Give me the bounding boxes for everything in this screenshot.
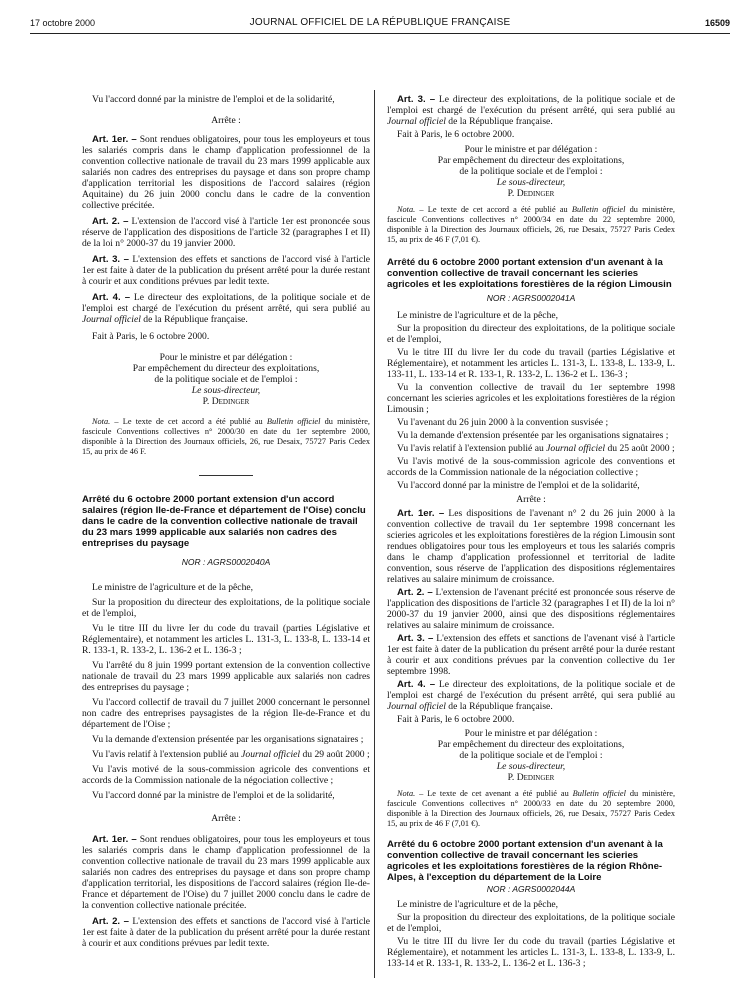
article-label: Art. 2. –	[92, 916, 129, 927]
article-label: Art. 2. –	[397, 587, 433, 598]
article-label: Art. 2. –	[92, 216, 129, 227]
article-1: Art. 1er. – Sont rendues obligatoires, pour tous les employeurs et tous les salariés compris dans le champ d'application professionnel de la convention collective nationale de travail du 23 mars 1999 applicable aux salariés non cadres des entreprises du paysage et dans son propre champ d'application territorial, les dispositions de l'accord salaires (région Ile-de-France et département de l'Oise) du 7 juillet 2000 conclu dans le cadre de la convention collective nationale précitée.	[82, 834, 370, 911]
signatory-name: P. Dedinger	[507, 188, 555, 199]
nota: Nota. – Le texte de cet accord a été publié au Bulletin officiel du ministère, fascicule Conventions collectives n° 2000/30 en date du 1er septembre 2000, disponible à la Direction des Journaux officiels, 26, rue Desaix, 75727 Paris Cedex 15, au prix de 46 F.	[82, 417, 371, 456]
column-separator	[374, 90, 375, 978]
nor-reference: NOR : AGRS0002040A	[181, 557, 271, 567]
nota: Nota. – Le texte de cet avenant a été publié au Bulletin officiel du ministère, fascicule Conventions collectives n° 2000/33 en date du 20 septembre 2000, disponible à la Direction des Journaux officiels, 26, rue Desaix, 75727 Paris Cedex 15, au prix de 46 F (7,01 €).	[387, 789, 676, 828]
decree-title: Arrêté du 6 octobre 2000 portant extension d'un avenant à la convention collective de travail concernant les scieries agricoles et les exploitations forestières de la région Rhône-Alpes, à l'exception du département de la Loire	[387, 839, 663, 883]
fait-a-paris: Fait à Paris, le 6 octobre 2000.	[397, 129, 515, 140]
signature-block: Pour le ministre et par délégation : Par empêchement du directeur des exploitations, de la politique sociale et de l'emploi : Le sous-directeur, P. Dedinger	[387, 144, 675, 199]
article-label: Art. 3. –	[397, 94, 436, 105]
nota: Nota. – Le texte de cet accord a été publié au Bulletin officiel du ministère, fascicule Conventions collectives n° 2000/34 en date du 22 septembre 2000, disponible à la Direction des Journaux officiels, 26, rue Desaix, 75727 Paris Cedex 15, au prix de 46 F (7,01 €).	[387, 205, 676, 244]
arrete-heading: Arrête :	[516, 494, 546, 505]
arrete-heading: Arrête :	[211, 813, 241, 824]
right-column: Art. 3. – Le directeur des exploitations, de la politique sociale et de l'emploi est chargé de l'exécution du présent arrêté, qui sera publié au Journal officiel de la République française. Fait à Paris, le 6 octobre 2000. Pour le ministre et par délégation : Par empêchement du directeur des exploitations, de la politique sociale et de l'emploi : Le sous-directeur, P. Dedinger Nota. – Le texte de cet accord a été publié au Bulletin officiel du ministère, fascicule Conventions collectives n° 2000/34 en date du 22 septembre 2000, disponible à la Direction des Journaux officiels, 26, rue Desaix, 75727 Paris Cedex 15, au prix de 46 F (7,01 €). Arrêté du 6 octobre 2000 portant extension d'un avenant à la convention collective de travail concernant les scieries agricoles et les exploitations forestières de la région Limousin NOR : AGRS0002041A Le ministre de l'agriculture et de la pêche, Sur la proposition du directeur des exploitations, de la politique sociale et de l'emploi, Vu le titre III du livre Ier du code du travail (parties Législative et Réglementaire), et notamment les articles L. 131-3, L. 133-8, L. 133-9, L. 133-11, L. 133-14 et R. 133-1, R. 133-2, L. 136-2 et L. 136-3 ; Vu la convention collective de travail du 1er septembre 1998 concernant les scieries agricoles et les exploitations forestières de la région Limousin ; Vu l'avenant du 26 juin 2000 à la convention susvisée ; Vu la demande d'extension présentée par les organisations signataires ; Vu l'avis relatif à l'extension publié au Journal officiel du 25 août 2000 ; Vu l'avis motivé de la sous-commission agricole des conventions et accords de la Commission nationale de la négociation collective ; Vu l'accord donné par la ministre de l'emploi et de la solidarité, Arrête : Art. 1er. – Les dispositions de l'avenant n° 2 du 26 juin 2000 à la convention collective de travail du 1er septembre 1998 concernant les scieries agricoles et les exploitations forestières de la région Limousin sont rendues obligatoires pour tous les employeurs et tous les salariés compris dans le champ d'application professionnel et territorial de ladite convention, sous réserve de l'application des dispositions réglementaires relatives au salaire minimum de croissance. Art. 2. – L'extension de l'avenant précité est prononcée sous réserve de l'application des dispositions de l'article 32 (paragraphes I et II) de la loi n° 2000-37 du 19 janvier 2000, ainsi que des dispositions réglementaires relatives au salaire minimum de croissance. Art. 3. – L'extension des effets et sanctions de l'avenant visé à l'article 1er est faite à dater de la publication du présent arrêté pour la durée restant à courir et aux conditions prévues par la convention collective du 1er septembre 1998. Art. 4. – Le directeur des exploitations, de la politique sociale et de l'emploi est chargé de l'exécution du présent arrêté, qui sera publié au Journal officiel de la République française. Fait à Paris, le 6 octobre 2000. Pour le ministre et par délégation : Par empêchement du directeur des exploitations, de la politique sociale et de l'emploi : Le sous-directeur, P. Dedinger Nota. – Le texte de cet avenant a été publié au Bulletin officiel du ministère, fascicule Conventions collectives n° 2000/33 en date du 20 septembre 2000, disponible à la Direction des Journaux officiels, 26, rue Desaix, 75727 Paris Cedex 15, au prix de 46 F (7,01 €). Arrêté du 6 octobre 2000 portant extension d'un avenant à la convention collective de travail concernant les scieries agricoles et les exploitations forestières de la région Rhône-Alpes, à l'exception du département de la Loire NOR : AGRS0002044A Le ministre de l'agriculture et de la pêche, Sur la proposition du directeur des exploitations, de la politique sociale et de l'emploi, Vu le titre III du livre Ier du code du travail (parties Législative et Réglementaire), et notamment les articles L. 131-3, L. 133-8, L. 133-9, L. 133-14 et R. 133-1, R. 133-2, L. 136-2 et L. 136-3 ;	[387, 94, 676, 969]
article-label: Art. 3. –	[397, 633, 434, 644]
article-2: Art. 2. – L'extension de l'avenant précité est prononcée sous réserve de l'application des dispositions de l'article 32 (paragraphes I et II) de la loi n° 2000-37 du 19 janvier 2000, ainsi que des dispositions réglementaires relatives au salaire minimum de croissance.	[387, 587, 675, 631]
article-3: Art. 3. – Le directeur des exploitations, de la politique sociale et de l'emploi est chargé de l'exécution du présent arrêté, qui sera publié au Journal officiel de la République française.	[387, 94, 675, 127]
article-label: Art. 3. –	[92, 254, 129, 265]
article-3: Art. 3. – L'extension des effets et sanctions de l'accord visé à l'article 1er est faite à dater de la publication du présent arrêté pour la durée restant à courir et aux conditions prévues par ledit texte.	[82, 254, 370, 287]
fait-a-paris: Fait à Paris, le 6 octobre 2000.	[397, 714, 515, 725]
arrete-heading: Arrête :	[211, 115, 241, 126]
journal-title: JOURNAL OFFICIEL DE LA RÉPUBLIQUE FRANÇAISE	[249, 17, 511, 28]
nor-reference: NOR : AGRS0002041A	[486, 293, 576, 303]
article-1: Art. 1er. – Sont rendues obligatoires, pour tous les employeurs et tous les salariés compris dans le champ d'application professionnel de la convention collective nationale de travail du 23 mars 1999 applicable aux salariés non cadres des entreprises du paysage et dans son propre champ d'application territorial les dispositions de l'accord salaires (région Aquitaine) du 26 juin 2000 conclu dans le cadre de la convention collective précitée.	[82, 134, 370, 211]
page-header	[30, 16, 730, 30]
paragraph: Vu l'accord donné par la ministre de l'emploi et de la solidarité,	[92, 94, 335, 105]
signature-block: Pour le ministre et par délégation : Par empêchement du directeur des exploitations, de la politique sociale et de l'emploi : Le sous-directeur, P. Dedinger	[82, 352, 370, 407]
page-number: 16509	[704, 18, 730, 28]
signature-block: Pour le ministre et par délégation : Par empêchement du directeur des exploitations, de la politique sociale et de l'emploi : Le sous-directeur, P. Dedinger	[387, 728, 675, 783]
article-label: Art. 4. –	[92, 292, 131, 303]
article-2: Art. 2. – L'extension de l'accord visé à l'article 1er est prononcée sous réserve de l'application des dispositions de l'article 32 (paragraphes I et II) de la loi n° 2000-37 du 19 janvier 2000.	[82, 216, 370, 249]
signatory-name: P. Dedinger	[507, 772, 555, 783]
left-column: Vu l'accord donné par la ministre de l'emploi et de la solidarité, Arrête : Art. 1er. – Sont rendues obligatoires, pour tous les employeurs et tous les salariés compris dans le champ d'application professionnel de la convention collective nationale de travail du 23 mars 1999 applicable aux salariés non cadres des entreprises du paysage et dans son propre champ d'application territorial les dispositions de l'accord salaires (région Aquitaine) du 26 juin 2000 conclu dans le cadre de la convention collective précitée. Art. 2. – L'extension de l'accord visé à l'article 1er est prononcée sous réserve de l'application des dispositions de l'article 32 (paragraphes I et II) de la loi n° 2000-37 du 19 janvier 2000. Art. 3. – L'extension des effets et sanctions de l'accord visé à l'article 1er est faite à dater de la publication du présent arrêté pour la durée restant à courir et aux conditions prévues par ledit texte. Art. 4. – Le directeur des exploitations, de la politique sociale et de l'emploi est chargé de l'exécution du présent arrêté, qui sera publié au Journal officiel de la République française. Fait à Paris, le 6 octobre 2000. Pour le ministre et par délégation : Par empêchement du directeur des exploitations, de la politique sociale et de l'emploi : Le sous-directeur, P. Dedinger Nota. – Le texte de cet accord a été publié au Bulletin officiel du ministère, fascicule Conventions collectives n° 2000/30 en date du 1er septembre 2000, disponible à la Direction des Journaux officiels, 26, rue Desaix, 75727 Paris Cedex 15, au prix de 46 F. Arrêté du 6 octobre 2000 portant extension d'un accord salaires (région Ile-de-France et département de l'Oise) conclu dans le cadre de la convention collective nationale de travail du 23 mars 1999 applicable aux salariés non cadres des entreprises du paysage NOR : AGRS0002040A Le ministre de l'agriculture et de la pêche, Sur la proposition du directeur des exploitations, de la politique sociale et de l'emploi, Vu le titre III du livre Ier du code du travail (parties Législative et Réglementaire), et notamment les articles L. 131-3, L. 133-8, L. 133-14 et R. 133-1, R. 133-2, L. 136-2 et L. 136-3 ; Vu l'arrêté du 8 juin 1999 portant extension de la convention collective nationale de travail du 23 mars 1999 applicable aux salariés non cadres des entreprises du paysage ; Vu l'accord collectif de travail du 7 juillet 2000 concernant le personnel non cadre des entreprises paysagistes de la région Ile-de-France et du département de l'Oise ; Vu la demande d'extension présentée par les organisations signataires ; Vu l'avis relatif à l'extension publié au Journal officiel du 29 août 2000 ; Vu l'avis motivé de la sous-commission agricole des conventions et accords de la Commission nationale de la négociation collective ; Vu l'accord donné par la ministre de l'emploi et de la solidarité, Arrête : Art. 1er. – Sont rendues obligatoires, pour tous les employeurs et tous les salariés compris dans le champ d'application professionnel de la convention collective nationale de travail du 23 mars 1999 applicable aux salariés non cadres des entreprises du paysage et dans son propre champ d'application territorial, les dispositions de l'accord salaires (région Ile-de-France et département de l'Oise) du 7 juillet 2000 conclu dans le cadre de la convention collective nationale précitée. Art. 2. – L'extension des effets et sanctions de l'accord visé à l'article 1er est faite à dater de la publication du présent arrêté pour la durée restant à courir et aux conditions prévues par ledit texte.	[82, 94, 371, 949]
header-date: 17 octobre 2000	[30, 18, 96, 28]
decree-title: Arrêté du 6 octobre 2000 portant extension d'un accord salaires (région Ile-de-France et département de l'Oise) conclu dans le cadre de la convention collective nationale de travail du 23 mars 1999 applicable aux salariés non cadres des entreprises du paysage	[82, 494, 366, 549]
fait-a-paris: Fait à Paris, le 6 octobre 2000.	[92, 331, 210, 342]
article-4: Art. 4. – Le directeur des exploitations, de la politique sociale et de l'emploi est chargé de l'exécution du présent arrêté, qui sera publié au Journal officiel de la République française.	[82, 292, 370, 325]
signatory-name: P. Dedinger	[202, 396, 250, 407]
article-3: Art. 3. – L'extension des effets et sanctions de l'avenant visé à l'article 1er est faite à dater de la publication du présent arrêté pour la durée restant à courir et aux conditions prévues par la convention collective du 1er septembre 1998.	[387, 633, 675, 677]
article-2: Art. 2. – L'extension des effets et sanctions de l'accord visé à l'article 1er est faite à dater de la publication du présent arrêté pour la durée restant à courir et aux conditions prévues par ledit texte.	[82, 916, 370, 949]
article-label: Art. 1er. –	[397, 508, 445, 519]
decree-title: Arrêté du 6 octobre 2000 portant extension d'un avenant à la convention collective de travail concernant les scieries agricoles et les exploitations forestières de la région Limousin	[387, 257, 672, 290]
header-rule	[30, 33, 730, 34]
article-label: Art. 1er. –	[92, 134, 137, 145]
section-divider	[199, 475, 253, 476]
article-4: Art. 4. – Le directeur des exploitations, de la politique sociale et de l'emploi est chargé de l'exécution du présent arrêté, qui sera publié au Journal officiel de la République française.	[387, 679, 675, 712]
article-1: Art. 1er. – Les dispositions de l'avenant n° 2 du 26 juin 2000 à la convention collective de travail du 1er septembre 1998 concernant les scieries agricoles et les exploitations forestières de la région Limousin sont rendues obligatoires pour tous les employeurs et tous les salariés compris dans le champ d'application professionnel et territorial de ladite convention, sous réserve de l'application des dispositions réglementaires relatives au salaire minimum de croissance.	[387, 508, 675, 585]
nor-reference: NOR : AGRS0002044A	[486, 884, 576, 894]
article-label: Art. 1er. –	[92, 834, 137, 845]
article-label: Art. 4. –	[397, 679, 436, 690]
